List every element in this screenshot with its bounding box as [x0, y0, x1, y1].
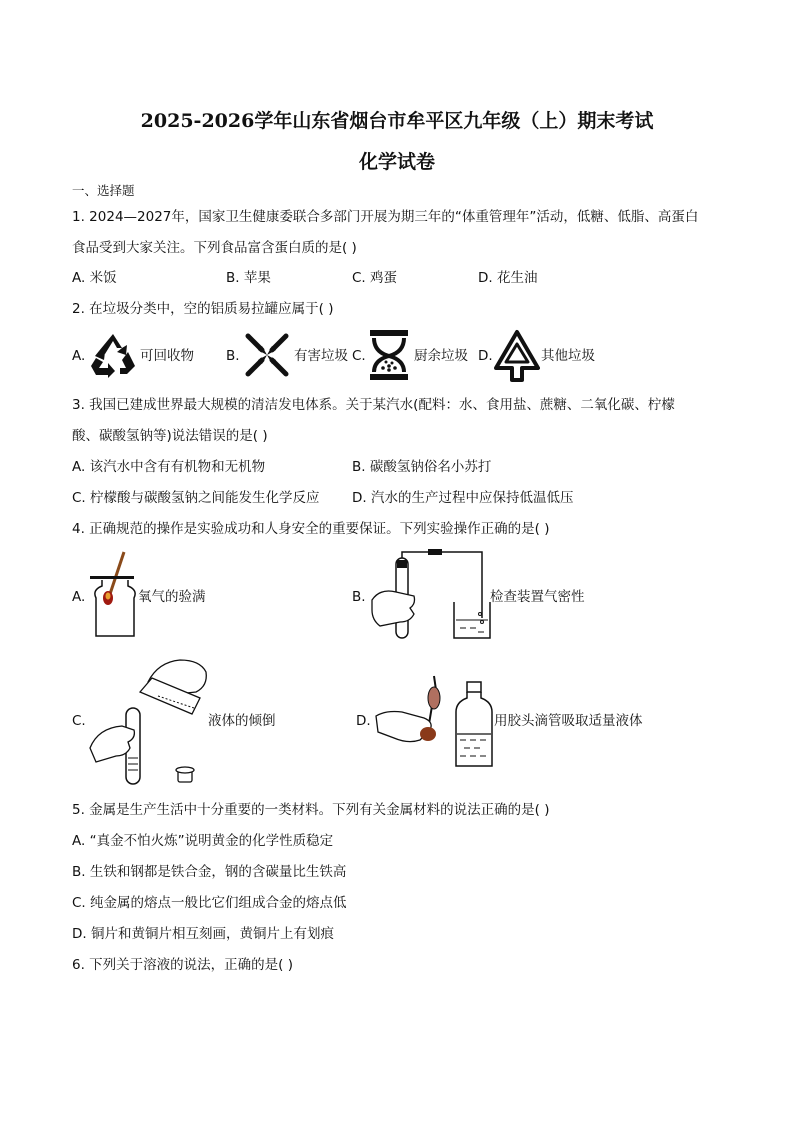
q3-option-a: A. 该汽水中含有有机物和无机物	[72, 459, 266, 475]
q4-option-d-label: 用胶头滴管吸取适量液体	[494, 713, 643, 729]
q4-option-c-label: 液体的倾倒	[208, 713, 276, 729]
kitchen-waste-icon	[368, 328, 410, 382]
q6-stem: 6. 下列关于溶液的说法，正确的是( )	[72, 957, 293, 973]
q1-option-c: C. 鸡蛋	[352, 270, 398, 286]
q4-option-c-letter: C.	[72, 713, 86, 729]
q2-option-d-letter: D.	[478, 348, 493, 364]
q3-stem-line2: 酸、碳酸氢钠等)说法错误的是( )	[72, 428, 268, 444]
q3-option-c: C. 柠檬酸与碳酸氢钠之间能发生化学反应	[72, 490, 320, 506]
q2-option-c-label: 厨余垃圾	[414, 348, 468, 364]
q4-stem: 4. 正确规范的操作是实验成功和人身安全的重要保证。下列实验操作正确的是( )	[72, 521, 550, 537]
reagent-bottle-illustration	[454, 680, 494, 768]
q2-option-b-letter: B.	[226, 348, 240, 364]
recycle-icon	[88, 330, 138, 380]
exam-subtitle: 化学试卷	[358, 151, 435, 173]
q2-option-d-label: 其他垃圾	[541, 348, 595, 364]
q3-option-b: B. 碳酸氢钠俗名小苏打	[352, 459, 492, 475]
airtightness-check-illustration	[370, 548, 492, 642]
q2-option-a-label: 可回收物	[140, 348, 194, 364]
q2-option-a-letter: A.	[72, 348, 86, 364]
exam-title: 2025-2026学年山东省烟台市牟平区九年级（上）期末考试	[140, 110, 654, 132]
q2-stem: 2. 在垃圾分类中，空的铝质易拉罐应属于( )	[72, 301, 334, 317]
q1-stem-line2: 食品受到大家关注。下列食品富含蛋白质的是( )	[72, 240, 357, 256]
q3-stem-line1: 3. 我国已建成世界最大规模的清洁发电体系。关于某汽水(配料：水、食用盐、蔗糖、二氧化碳、柠檬	[72, 397, 675, 413]
liquid-pouring-illustration	[88, 652, 212, 788]
q4-option-a-letter: A.	[72, 589, 86, 605]
other-waste-icon	[494, 328, 540, 382]
q1-option-a: A. 米饭	[72, 270, 117, 286]
q1-stem-line1: 1. 2024—2027年，国家卫生健康委联合多部门开展为期三年的“体重管理年”活动，低糖、低脂、高蛋白	[72, 209, 699, 225]
q3-option-d: D. 汽水的生产过程中应保持低温低压	[352, 490, 574, 506]
q4-option-a-label: 氧气的验满	[138, 589, 206, 605]
q5-option-a: A. “真金不怕火炼”说明黄金的化学性质稳定	[72, 833, 334, 849]
q4-option-d-letter: D.	[356, 713, 371, 729]
q2-option-b-label: 有害垃圾	[294, 348, 348, 364]
oxygen-test-illustration	[88, 550, 140, 640]
q1-option-d: D. 花生油	[478, 270, 538, 286]
section-label: 一、选择题	[72, 183, 135, 198]
q2-option-c-letter: C.	[352, 348, 366, 364]
q5-stem: 5. 金属是生产生活中十分重要的一类材料。下列有关金属材料的说法正确的是( )	[72, 802, 550, 818]
q4-option-b-label: 检查装置气密性	[490, 589, 585, 605]
q4-option-b-letter: B.	[352, 589, 366, 605]
dropper-illustration	[374, 672, 448, 748]
hazardous-icon	[242, 330, 292, 380]
q5-option-c: C. 纯金属的熔点一般比它们组成合金的熔点低	[72, 895, 347, 911]
q5-option-d: D. 铜片和黄铜片相互刻画，黄铜片上有划痕	[72, 926, 334, 942]
q5-option-b: B. 生铁和钢都是铁合金，钢的含碳量比生铁高	[72, 864, 347, 880]
q1-option-b: B. 苹果	[226, 270, 271, 286]
